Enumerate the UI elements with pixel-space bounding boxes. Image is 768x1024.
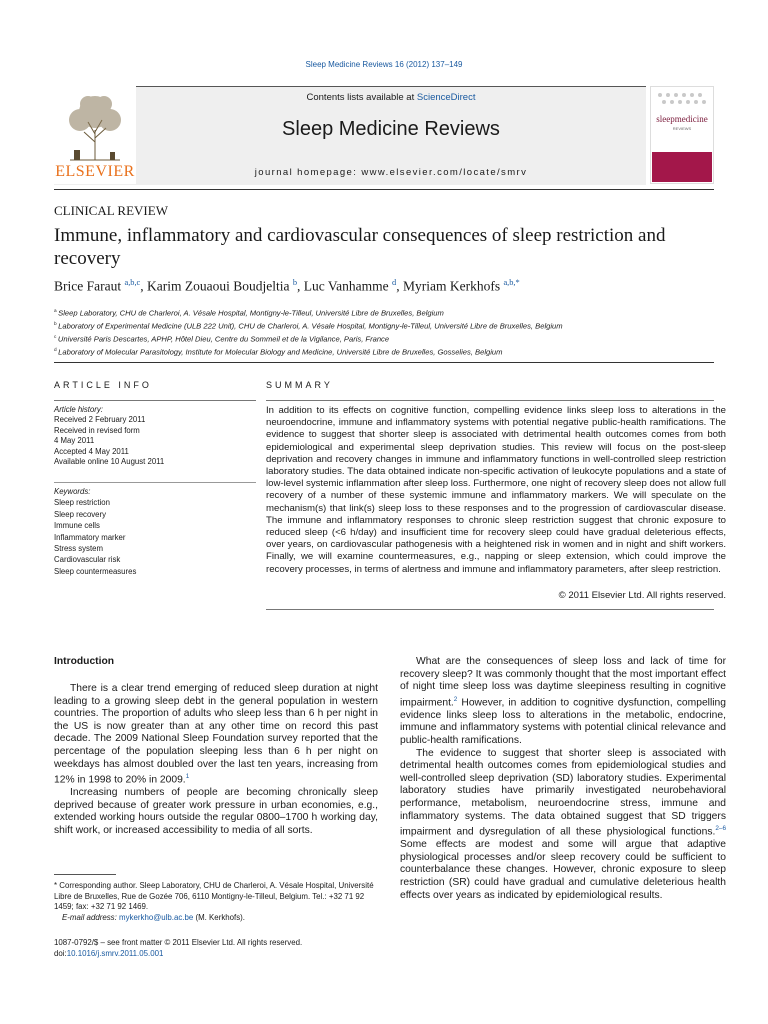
keywords-rule [54,482,256,483]
keyword-item: Sleep recovery [54,509,107,519]
author-affil-ref[interactable]: a,b,c [124,278,141,287]
paragraph-text: However, in addition to cognitive dysfunction, compelling evidence links sleep loss to alterations in the metabolic, endocrine, immune and inflammatory systems with potential clinical relevance and public-health ramifications. [400,697,726,746]
affiliation-marker: d [54,347,57,353]
summary-text: In addition to its effects on cognitive function, compelling evidence links sleep loss to alterations in the neuroendocrine, immune and inflammatory systems with potential negative public-health ramifications. The evidence to suggest that shorter sleep is associated with detrimental health outcomes comes from both epidemiological and experimental sleep deprivation studies. This review will focus on the post-sleep deprivation and recovery changes in immune and inflammatory functions in well-controlled sleep restriction laboratory studies. The data obtained indicate non-specific activation of leukocyte populations and a state of low-level systemic inflammation after sleep loss. Furthermore, one night of recovery sleep does not allow full recovery of a number of these systemic immune and inflammatory markers. We will speculate on the mechanism(s) that link(s) sleep loss to these responses and to the progression of cardiovascular disease. The immune and inflammatory responses to chronic sleep restriction suggest that chronic exposure to reduced sleep (<6 h/day) and insufficient time for recovery sleep could have gradual deleterious effects, over years, on cardiovascular pathogenesis with a heightened risk in women and in night and shift workers. Finally, we will examine countermeasures, e.g., napping or sleep extension, which could improve the recovery processes, in terms of alertness and immune and inflammatory parameters, after sleep restriction. [266,405,726,575]
article-type: CLINICAL REVIEW [54,203,168,218]
citation-link[interactable]: 2 [453,695,458,703]
affiliation-text: Laboratory of Molecular Parasitology, Institute for Molecular Biology and Medicine, Université Libre de Bruxelles, Gosselies, Belgium [58,347,503,357]
affiliation-marker: a [54,308,57,313]
history-item: Available online 10 August 2011 [54,457,165,467]
cover-subtitle: REVIEWS [672,126,692,131]
history-item: Received 2 February 2011 [54,415,146,425]
summary-heading: SUMMARY [266,380,333,390]
article-title: Immune, inflammatory and cardiovascular consequences of sleep restriction and recovery [54,225,666,269]
affiliation-item [54,345,714,358]
summary-bottom-rule [266,609,714,610]
elsevier-tree-icon [62,92,128,162]
contents-prefix: Contents lists available at [306,92,417,103]
journal-title: Sleep Medicine Reviews [282,118,500,140]
keyword-item: Sleep restriction [54,498,110,508]
keywords-label: Keywords: [54,487,91,496]
affiliation-item [54,319,714,332]
affiliation-text: Laboratory of Experimental Medicine (ULB 222 Unit), CHU de Charleroi, A. Vésale Hospital, Montigny-le-Tilleul, Université Libre de Bruxelles, Belgium [58,321,563,331]
footnote-text: * Corresponding author. Sleep Laboratory, CHU de Charleroi, A. Vésale Hospital, Université Libre de Bruxelles, Rue de Gozée 706, 6110 Montigny-le-Tilleul, Belgium. Tel.: +32 71 92 1459; fax: +32 71 92 1469. [54,881,374,912]
affiliation-marker: b [54,321,57,327]
history-item: Received in revised form [54,425,140,435]
cover-pattern-icon [654,90,710,108]
contents-availability [136,92,646,103]
keyword-item: Stress system [54,544,103,554]
article-info-heading: ARTICLE INFO [54,380,152,390]
cover-color-band [652,152,712,182]
affiliation-text: Sleep Laboratory, CHU de Charleroi, A. Vésale Hospital, Montigny-le-Tilleul, Université Libre de Bruxelles, Belgium [58,308,444,318]
author-name[interactable]: Brice Faraut [54,278,122,294]
doi-label: doi: [54,949,67,958]
corresponding-author-footnote [54,881,378,923]
citation-link[interactable]: 1 [185,773,190,781]
journal-homepage[interactable]: journal homepage: www.elsevier.com/locate/smrv [254,167,528,178]
elsevier-logo-text: ELSEVIER [55,163,135,180]
body-left-column [54,683,378,838]
paragraph-text: Increasing numbers of people are becoming chronically sleep deprived because of greater work pressure in urban economies, e.g., extended working hours outside the regular 0800–1700 h working day, shift work, or increased accessibility to media of all sorts. [54,787,378,836]
article-history [54,405,256,467]
keyword-item: Inflammatory marker [54,532,126,542]
citation-link[interactable]: 2–6 [715,825,726,833]
body-paragraph [400,748,726,903]
cover-title: sleepmedicine [656,114,708,124]
history-label: Article history: [54,405,103,414]
author-list: Brice Faraut $^{a,b,c}$, Karim Zouaoui Boudjeltia $^b$, Luc Vanhamme $^d$, Myriam Kerkhofs $^{a,b,*}$ [54,278,520,294]
affiliation-marker: c [54,334,57,340]
paragraph-text: The evidence to suggest that shorter sleep is associated with detrimental health outcomes comes from epidemiological studies and well-controlled sleep deprivation (SD) laboratory studies. Experimental laboratory studies have primarily investigated neurobehavioral performance, metabolism, neuroendocrine stress, immune and inflammatory systems. The data obtained suggest that SD triggers impairment and dysregulation of all these physiological functions. [400,747,726,838]
email-suffix: (M. Kerkhofs). [193,912,246,922]
author-affil-ref[interactable]: a,b,* [503,278,520,287]
issn-line: 1087-0792/$ – see front matter © 2011 Elsevier Ltd. All rights reserved. [54,938,303,947]
paragraph-text: What are the consequences of sleep loss and lack of time for recovery sleep? It was commonly thought that the most important effect of night time sleep loss was daytime sleepiness resulting in cognitive impairment. [400,656,726,709]
footnote-rule [54,874,116,875]
summary-rule [266,400,714,401]
header-divider [54,189,714,190]
email-label: E-mail address: [62,912,120,922]
body-right-column [400,656,726,902]
affiliations [54,306,714,359]
history-item: 4 May 2011 [54,436,95,446]
journal-reference-link[interactable]: Sleep Medicine Reviews 16 (2012) 137–149 [305,60,463,69]
keyword-item: Cardiovascular risk [54,555,121,565]
email-link[interactable]: mykerkho@ulb.ac.be [119,912,194,922]
footnote-email-line [54,913,378,924]
affiliation-item [54,306,714,319]
affiliation-item [54,332,714,345]
history-item: Accepted 4 May 2011 [54,446,129,456]
sciencedirect-link[interactable]: ScienceDirect [416,92,476,103]
body-paragraph [54,683,378,787]
keyword-item: Immune cells [54,521,100,531]
author-name[interactable]: Karim Zouaoui Boudjeltia [147,278,290,294]
keywords-list [54,486,256,577]
author-name[interactable]: Luc Vanhamme [303,278,389,294]
doi-line [54,948,378,959]
author-name[interactable]: Myriam Kerkhofs [402,278,501,294]
author-affil-ref[interactable]: d [392,278,397,287]
keyword-item: Sleep countermeasures [54,566,137,576]
body-paragraph [400,656,726,748]
title-divider [54,362,714,363]
paragraph-text: Some effects are modest and some will argue that adaptive physiological processes and/or sleep recovery could be sufficient to counterbalance these changes. However, chronic exposure to sleep restriction (SR) could have gradual and cumulative deleterious health effects over years as indicated by epidemiological results. [400,839,726,901]
body-paragraph [54,787,378,837]
article-info-rule [54,400,256,401]
affiliation-text: Université Paris Descartes, APHP, Hôtel Dieu, Centre du Sommeil et de la Vigilance, Paris, France [57,334,390,344]
section-heading-introduction: Introduction [54,656,115,667]
summary-copyright: © 2011 Elsevier Ltd. All rights reserved. [558,590,726,601]
doi-link[interactable]: 10.1016/j.smrv.2011.05.001 [66,949,164,958]
paragraph-text: There is a clear trend emerging of reduced sleep duration at night leading to a growing sleep debt in the general population in western countries. The proportion of adults who sleep less than 6 h per night in the US is now greater than at any other time on record this past decade. The 2009 National Sleep Foundation survey reported that the percentage of the population sleeping less than 6 h per night on weekdays has almost doubled over the last ten years, increasing from 12% in 1998 to 20% in 2009. [54,683,378,786]
front-matter [54,937,378,959]
author-affil-ref[interactable]: b [292,278,298,287]
